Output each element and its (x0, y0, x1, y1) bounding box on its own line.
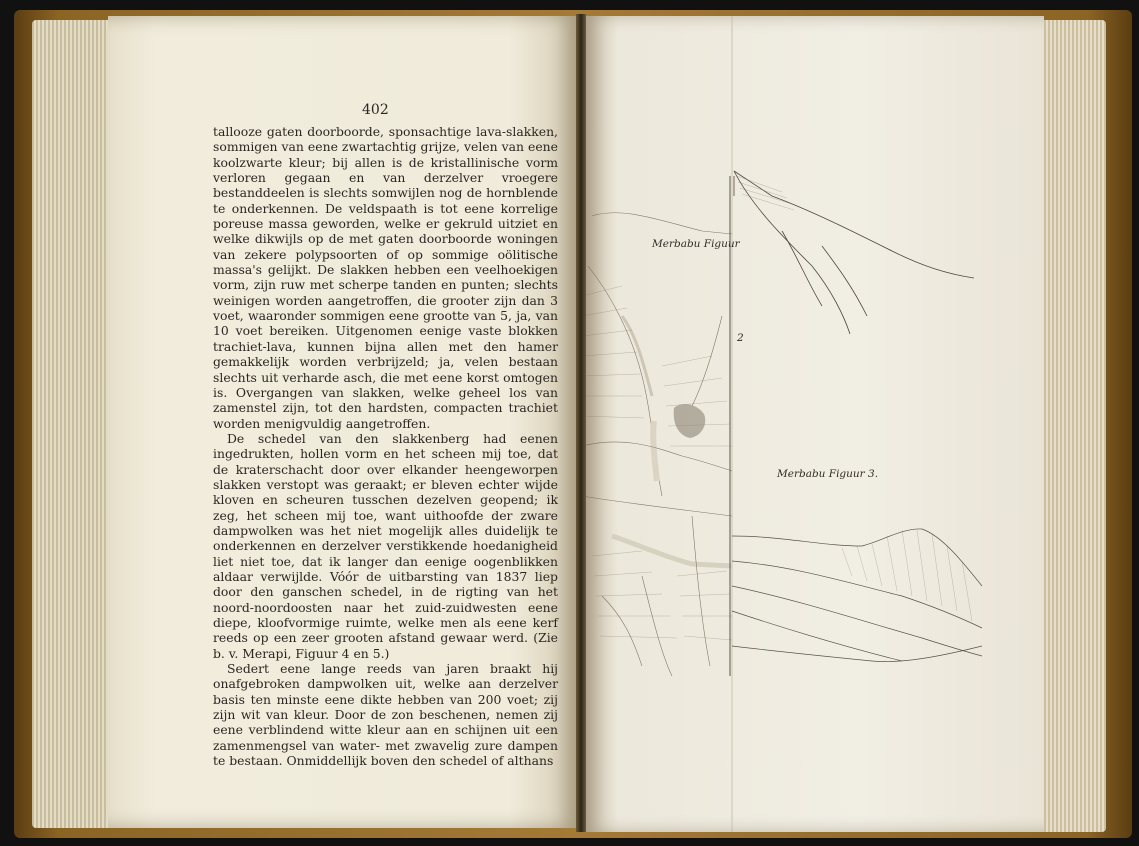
page-number: 402 (362, 102, 389, 118)
paragraph-3: Sedert eene lange reeds van jaren braakt hij onafgebroken dampwolken uit, welke aan derzelver basis ten minste eene dikte hebben van 200 voet; zij zijn wit van kleur. Door de zon beschenen, nemen zij eene verblindend witte kleur aan en schijnen uit een zamenmengsel van water- met zwavelig zure dampen te bestaan. Onmiddellijk boven den schedel of althans (213, 661, 558, 769)
figure-label-left: Merbabu Figuur (652, 238, 740, 250)
left-page-edges (32, 20, 114, 828)
crater-shading (674, 404, 706, 438)
figure-label-center: Merbabu Figuur 3. (777, 468, 879, 480)
volcano-lithograph-plate (582, 16, 1044, 832)
lithograph-illustration (582, 16, 1044, 832)
book-gutter (576, 14, 586, 832)
paragraph-2: De schedel van den slakkenberg had eenen ingedrukten, hollen vorm en het scheen mij toe, dat de kraterschacht door over elkander heengeworpen slakken verstopt was geraakt; er bleven echter wijde kloven en scheuren tusschen dezelven geopend; ik zeg, het scheen mij toe, want uithoofde der zware dampwolken was het niet mogelijk alles duidelijk te onderkennen en derzelver verstikkende hoedanigheid liet niet toe, dat ik langer dan eenige oogenblikken aldaar verwijlde. Vóór de uitbarsting van 1837 liep door den ganschen schedel, in de rigting van het noord-noordoosten naar het zuid-zuidwesten eene diepe, kloofvormige ruimte, welke men als eene kerf reeds op een zeer grooten afstand gewaar werd. (Zie b. v. Merapi, Figuur 4 en 5.) (213, 430, 558, 661)
body-text (213, 124, 558, 768)
figure-number: 2 (737, 332, 744, 344)
right-page-edges (1040, 20, 1106, 832)
paragraph-1: tallooze gaten doorboorde, sponsachtige lava-slakken, sommigen van eene zwartachtig grijze, velen van eene koolzwarte kleur; bij allen is de kristallinische vorm verloren gegaan en van derzelver vroegere bestanddeelen is slechts somwijlen nog de hornblende te onderkennen. De veldspaath is tot eene korrelige poreuse massa geworden, welke er gekruld uitziet en welke dikwijls op de met gaten doorboorde woningen van zekere polypsoorten of op sommige oölitische massa's gelijkt. De slakken hebben een veelhoekigen vorm, zijn ruw met scherpe tanden en punten; slechts weinigen worden aangetroffen, die grooter zijn dan 3 voet, waaronder sommigen eene grootte van 5, ja, van 10 voet bereiken. Uitgenomen eenige vaste blokken trachiet-lava, kunnen bijna allen met den hamer gemakkelijk worden verbrijzeld; ja, velen bestaan slechts uit verharde asch, die met eene korst omtogen is. Overgangen van slakken, welke geheel los van zamenstel zijn, tot den hardsten, compacten trachiet worden menigvuldig aangetroffen. (213, 124, 558, 431)
